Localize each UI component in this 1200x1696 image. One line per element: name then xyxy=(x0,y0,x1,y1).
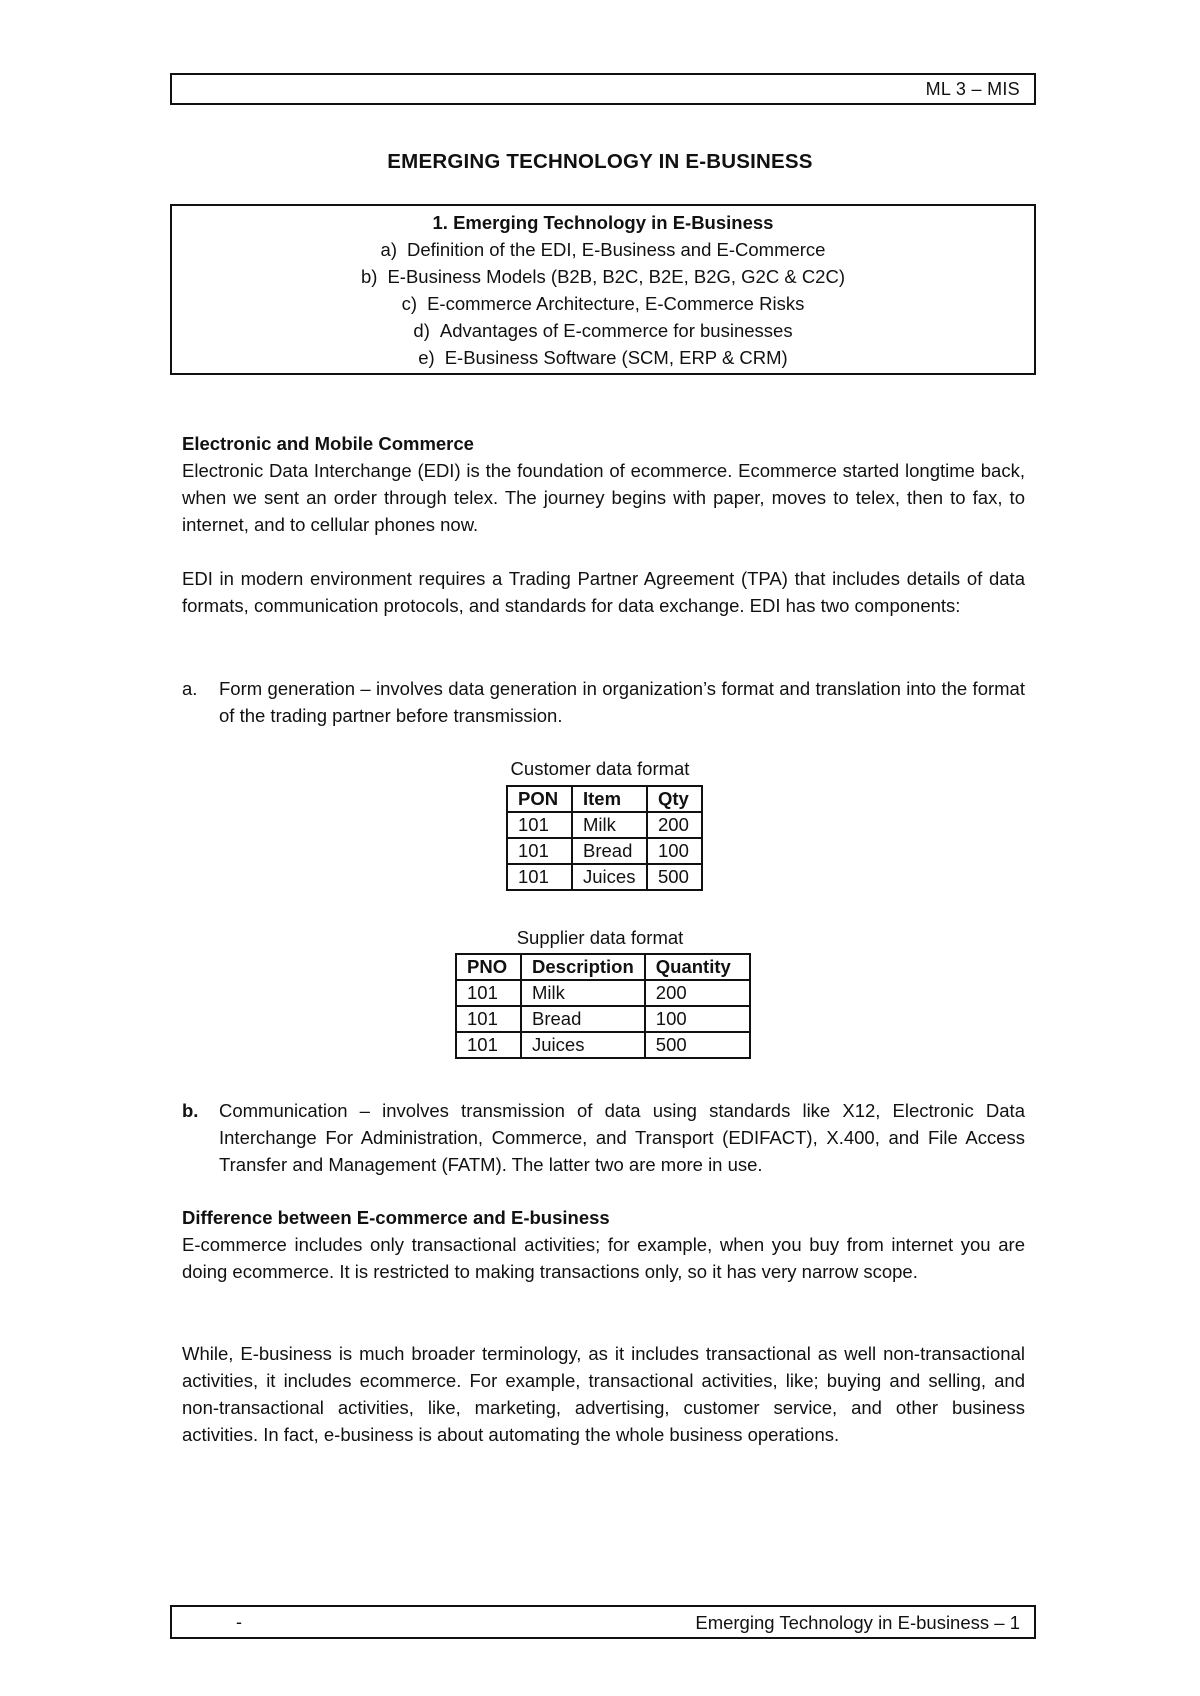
section-heading: Electronic and Mobile Commerce xyxy=(182,433,474,454)
topic-text: E-commerce Architecture, E-Commerce Risks xyxy=(427,293,805,314)
table-cell: 101 xyxy=(456,980,521,1006)
topic-item xyxy=(172,293,1034,315)
topic-item xyxy=(172,347,1034,369)
topics-heading: 1. Emerging Technology in E-Business xyxy=(432,212,774,233)
paragraph: E-commerce includes only transactional activities; for example, when you buy from internet you are doing ecommerce. It is restricted to making transactions only, so it has very narrow scope. xyxy=(182,1234,1025,1282)
topic-item xyxy=(172,266,1034,288)
table-cell: 101 xyxy=(456,1006,521,1032)
table-cell: 500 xyxy=(645,1032,750,1058)
list-item-communication xyxy=(182,1097,1025,1178)
table-header-row xyxy=(507,786,702,812)
table-cell: 101 xyxy=(456,1032,521,1058)
topic-text: Definition of the EDI, E-Business and E-Commerce xyxy=(406,239,826,260)
section-electronic-commerce xyxy=(182,430,1025,538)
topic-text: E-Business Models (B2B, B2C, B2E, B2G, G2C & C2C) xyxy=(387,266,845,287)
supplier-table-caption: Supplier data format xyxy=(516,927,684,948)
table-cell: Milk xyxy=(521,980,645,1006)
course-code: ML 3 – MIS xyxy=(925,79,1020,99)
column-header: Item xyxy=(572,786,647,812)
page-header xyxy=(170,73,1036,105)
table-row xyxy=(456,980,750,1006)
table-row xyxy=(456,1032,750,1058)
section-difference xyxy=(182,1204,1025,1285)
column-header: Description xyxy=(521,954,645,980)
topic-text: E-Business Software (SCM, ERP & CRM) xyxy=(444,347,788,368)
page-footer xyxy=(170,1605,1036,1639)
table-row xyxy=(507,838,702,864)
list-marker: b. xyxy=(182,1100,199,1121)
column-header: Qty xyxy=(647,786,702,812)
table-cell: 101 xyxy=(507,864,572,890)
paragraph: Electronic Data Interchange (EDI) is the foundation of ecommerce. Ecommerce started longtime back, when we sent an order through telex. The journey begins with paper, moves to telex, then to fax, to internet, and to cellular phones now. xyxy=(182,460,1025,535)
table-cell: 200 xyxy=(645,980,750,1006)
table-row xyxy=(507,812,702,838)
table-cell: Milk xyxy=(572,812,647,838)
table-cell: 200 xyxy=(647,812,702,838)
table-row xyxy=(507,864,702,890)
topic-item xyxy=(172,320,1034,342)
column-header: PNO xyxy=(456,954,521,980)
table-header-row xyxy=(456,954,750,980)
topic-label: a) xyxy=(380,239,397,260)
column-header: Quantity xyxy=(645,954,750,980)
table-cell: 101 xyxy=(507,838,572,864)
table-cell: 500 xyxy=(647,864,702,890)
topic-label: b) xyxy=(361,266,378,287)
topic-label: e) xyxy=(418,347,435,368)
table-cell: 100 xyxy=(647,838,702,864)
paragraph: While, E-business is much broader terminology, as it includes transactional as well non-transactional activities, it includes ecommerce. For example, transactional activities, like; buying and selling, and non-transactional activities, like, marketing, advertising, customer service, and other business activities. In fact, e-business is about automating the whole business operations. xyxy=(182,1343,1025,1445)
topic-label: d) xyxy=(413,320,430,341)
list-marker: a. xyxy=(182,678,198,699)
footer-page-label: Emerging Technology in E-business – 1 xyxy=(695,1612,1020,1633)
table-row xyxy=(456,1006,750,1032)
footer-left-text: - xyxy=(236,1612,242,1632)
supplier-data-table xyxy=(455,953,751,1059)
paragraph: EDI in modern environment requires a Trading Partner Agreement (TPA) that includes details of data formats, communication protocols, and standards for data exchange. EDI has two components: xyxy=(182,568,1025,616)
topics-box xyxy=(170,204,1036,375)
customer-data-table xyxy=(506,785,703,891)
topic-item xyxy=(172,239,1034,261)
table-cell: Bread xyxy=(572,838,647,864)
column-header: PON xyxy=(507,786,572,812)
list-item-text: Form generation – involves data generation in organization’s format and translation into the format of the trading partner before transmission. xyxy=(219,678,1025,726)
topic-label: c) xyxy=(401,293,418,314)
table-cell: Bread xyxy=(521,1006,645,1032)
list-item-form-generation xyxy=(182,675,1025,729)
list-item-text: Communication – involves transmission of data using standards like X12, Electronic Data Interchange For Administration, Commerce, and Transport (EDIFACT), X.400, and File Access Transfer and Management (FATM). The latter two are more in use. xyxy=(219,1100,1025,1175)
topic-text: Advantages of E-commerce for businesses xyxy=(439,320,793,341)
table-cell: 101 xyxy=(507,812,572,838)
table-cell: 100 xyxy=(645,1006,750,1032)
table-cell: Juices xyxy=(572,864,647,890)
table-cell: Juices xyxy=(521,1032,645,1058)
document-title: EMERGING TECHNOLOGY IN E-BUSINESS xyxy=(387,150,813,173)
section-heading: Difference between E-commerce and E-business xyxy=(182,1207,610,1228)
customer-table-caption: Customer data format xyxy=(510,758,690,779)
